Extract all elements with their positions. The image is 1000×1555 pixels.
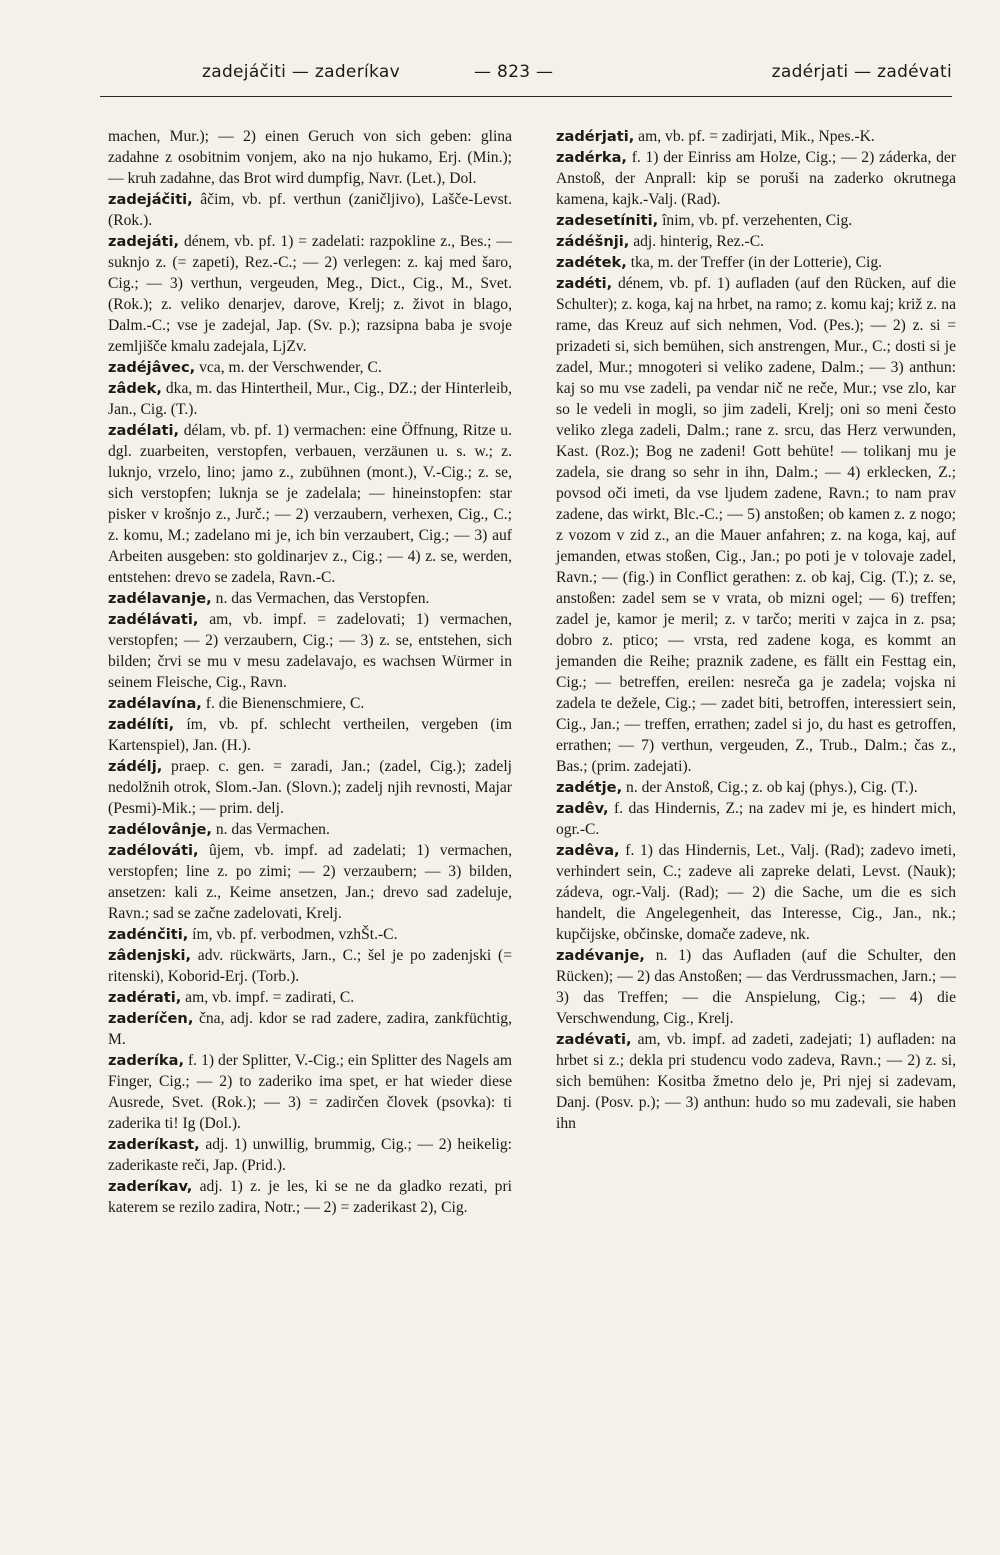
dictionary-entry bbox=[108, 588, 512, 609]
entry-definition: dénem, vb. pf. 1) = zadelati: razpokline z., Bes.; — suknjo z. (= zapeti), Rez.-C.; — 2) verlegen: z. kaj med šaro, Cig.; — 3) verthun, vergeuden, Meg., Dict., Cig., M., Svet. (Rok.); z. veliko denarjev, darove, Krelj; z. život in blago, Dalm.-C.; vse je zadejal, Jap. (Sv. p.); razsipna baba je svoje zemljišče kmalu zadejala, LjZv. bbox=[108, 233, 512, 355]
entry-definition: adj. 1) unwillig, brummig, Cig.; — 2) heikelig: zaderikaste reči, Jap. (Prid.). bbox=[108, 1136, 512, 1174]
entry-definition: am, vb. impf. = zadelovati; 1) vermachen, verstopfen; — 2) verzaubern, Cig.; — 3) z. se, entstehen, sich bilden; črvi se mu v mesu zadelavajo, es wachsen Würmer in seinem Fleische, Cig., Ravn. bbox=[108, 611, 512, 691]
dictionary-entry bbox=[556, 252, 956, 273]
dictionary-entry bbox=[108, 714, 512, 756]
entry-definition: čna, adj. kdor se rad zadere, zadira, zankfüchtig, M. bbox=[108, 1010, 512, 1048]
dictionary-entry bbox=[108, 1134, 512, 1176]
dictionary-entry bbox=[556, 231, 956, 252]
dictionary-entry bbox=[108, 189, 512, 231]
entry-headword: zaderíka, bbox=[108, 1052, 184, 1069]
entry-headword: zadéjâvec, bbox=[108, 359, 196, 376]
dictionary-entry bbox=[108, 924, 512, 945]
entry-definition: am, vb. impf. ad zadeti, zadejati; 1) aufladen: na hrbet si z.; dekla pri studencu vodo zadeva, Ravn.; — 2) z. si, sich bemühen: Kositba žmetno delo je, Pri njej si zadevam, Danj. (Posv. p.); — 3) anthun: hudo so mu zadevali, sie haben ihn bbox=[556, 1031, 956, 1132]
entry-headword: zadéti, bbox=[556, 275, 613, 292]
dictionary-entry bbox=[556, 126, 956, 147]
entry-headword: zaderíkav, bbox=[108, 1178, 193, 1195]
entry-definition: vca, m. der Verschwender, C. bbox=[199, 359, 382, 376]
entry-headword: zadérati, bbox=[108, 989, 182, 1006]
dictionary-entry bbox=[556, 945, 956, 1029]
left-column bbox=[108, 126, 512, 1218]
dictionary-entry bbox=[108, 693, 512, 714]
entry-headword: zadélavanje, bbox=[108, 590, 212, 607]
dictionary-entry bbox=[108, 756, 512, 819]
entry-definition: adj. hinterig, Rez.-C. bbox=[633, 233, 764, 250]
entry-definition: n. 1) das Aufladen (auf die Schulter, den Rücken); — 2) das Anstoßen; — das Verdrussmachen, Jarn.; — 3) das Treffen; — die Anspielung, Cig.; — 4) die Verschwendung, Cig., Krelj. bbox=[556, 947, 956, 1027]
entry-definition: délam, vb. pf. 1) vermachen: eine Öffnung, Ritze u. dgl. zuarbeiten, verstopfen, verbauen, verzäunen u. s. w.; z. luknjo, vrzelo, lino; jamo z., zubühnen (mont.), V.-Cig.; z. se, sich verstopfen; luknja se je zadelala; — hineinstopfen: star pisker v krošnjo z., Jurč.; — 2) verzaubern, verhexen, Cig., C.; z. komu, M.; zadelano mi je, ich bin verzaubert, Cig.; — 3) auf Arbeiten ausgeben: sto goldinarjev z., Cig.; — 4) z. se, werden, entstehen: drevo se zadela, Ravn.-C. bbox=[108, 422, 512, 586]
dictionary-entry bbox=[108, 420, 512, 588]
entry-definition: f. 1) der Einriss am Holze, Cig.; — 2) záderka, der Anstoß, der Anprall: kip se poruši na zaderko okrutnega kamena, kajk.-Valj. (Rad). bbox=[556, 149, 956, 208]
entry-headword: zadélavína, bbox=[108, 695, 202, 712]
dictionary-entry bbox=[108, 945, 512, 987]
page-number: — 823 — bbox=[474, 62, 554, 82]
dictionary-entry bbox=[108, 1008, 512, 1050]
entry-definition: am, vb. impf. = zadirati, C. bbox=[185, 989, 355, 1006]
entry-definition: ûjem, vb. impf. ad zadelati; 1) vermachen, verstopfen; line z. po zimi; — 2) verzaubern; — 3) bilden, ansetzen: kali z., Keime ansetzen, Jan.; drevo sad zadeluje, Ravn.; sad se začne zadelovati, Krelj. bbox=[108, 842, 512, 922]
entry-headword: zadélati, bbox=[108, 422, 180, 439]
dictionary-entry bbox=[556, 147, 956, 210]
entry-headword: zadétek, bbox=[556, 254, 627, 271]
header-left-guidewords: zadejáčiti — zaderíkav bbox=[202, 62, 400, 82]
entry-definition: înim, vb. pf. verzehenten, Cig. bbox=[662, 212, 853, 229]
entry-definition: n. der Anstoß, Cig.; z. ob kaj (phys.), Cig. (T.). bbox=[626, 779, 918, 796]
entry-headword: zadévanje, bbox=[556, 947, 645, 964]
entry-headword: zaderíkast, bbox=[108, 1136, 200, 1153]
dictionary-entry bbox=[556, 210, 956, 231]
entry-headword: zadesetíniti, bbox=[556, 212, 659, 229]
entry-definition: f. 1) das Hindernis, Let., Valj. (Rad); zadevo imeti, verhindert sein, C.; zadeve ali zapreke delati, Levst. (Nauk); zádeva, ogr.-Valj. (Rad); — 2) die Sache, um die es sich handelt, die Angelegenheit, das Interesse, Cig., Jan., nk.; kupčijske, občinske, domače zadeve, nk. bbox=[556, 842, 956, 943]
entry-headword: zadélíti, bbox=[108, 716, 175, 733]
entry-headword: zâdek, bbox=[108, 380, 162, 397]
dictionary-entry bbox=[108, 126, 512, 189]
entry-headword: zadejáčiti, bbox=[108, 191, 193, 208]
header-right-guidewords: zadérjati — zadévati bbox=[771, 62, 952, 82]
entry-definition: f. die Bienenschmiere, C. bbox=[205, 695, 365, 712]
dictionary-entry bbox=[108, 231, 512, 357]
dictionary-entry bbox=[108, 378, 512, 420]
dictionary-entry bbox=[108, 1176, 512, 1218]
entry-definition: machen, Mur.); — 2) einen Geruch von sich geben: glina zadahne z osobitnim vonjem, ako na njo hukamo, Erj. (Min.); — kruh zadahne, das Brot wird dumpfig, Navr. (Let.), Dol. bbox=[108, 128, 512, 187]
entry-headword: zadérka, bbox=[556, 149, 627, 166]
entry-definition: praep. c. gen. = zaradi, Jan.; (zadel, Cig.); zadelj nedolžnih otrok, Slom.-Jan. (Slovn.); zadelj njih revnosti, Majar (Pesmi)-Mik.; — prim. delj. bbox=[108, 758, 512, 817]
running-header bbox=[100, 62, 952, 90]
entry-definition: adj. 1) z. je les, ki se ne da gladko rezati, pri katerem se rezilo zadira, Notr.; — 2) = zaderikast 2), Cig. bbox=[108, 1178, 512, 1216]
entry-definition: ím, vb. pf. verbodmen, vzhŠt.-C. bbox=[192, 926, 398, 943]
entry-definition: adv. rückwärts, Jarn., C.; šel je po zadenjski (= ritenski), Koborid-Erj. (Torb.). bbox=[108, 947, 512, 985]
entry-definition: f. das Hindernis, Z.; na zadev mi je, es hindert mich, ogr.-C. bbox=[556, 800, 956, 838]
entry-headword: zádéšnji, bbox=[556, 233, 630, 250]
dictionary-entry bbox=[556, 777, 956, 798]
right-column bbox=[556, 126, 956, 1134]
entry-headword: zadêva, bbox=[556, 842, 620, 859]
dictionary-entry bbox=[556, 1029, 956, 1134]
entry-definition: âčim, vb. pf. verthun (zaničljivo), Lašče-Levst. (Rok.). bbox=[108, 191, 512, 229]
entry-definition: f. 1) der Splitter, V.-Cig.; ein Splitter des Nagels am Finger, Cig.; — 2) to zaderiko ima spet, er hat wieder diese Ausrede, Svet. (Rok.); — 3) = zadirčen človek (psovka): ti zaderika ti! Ig (Dol.). bbox=[108, 1052, 512, 1132]
entry-headword: zadejáti, bbox=[108, 233, 180, 250]
header-rule bbox=[100, 96, 952, 97]
entry-definition: n. das Vermachen, das Verstopfen. bbox=[215, 590, 430, 607]
dictionary-entry bbox=[108, 840, 512, 924]
dictionary-entry bbox=[556, 798, 956, 840]
entry-definition: tka, m. der Treffer (in der Lotterie), Cig. bbox=[630, 254, 883, 271]
dictionary-entry bbox=[108, 819, 512, 840]
entry-headword: zadêv, bbox=[556, 800, 609, 817]
dictionary-entry bbox=[108, 987, 512, 1008]
entry-definition: ím, vb. pf. schlecht vertheilen, vergeben (im Kartenspiel), Jan. (H.). bbox=[108, 716, 512, 754]
entry-definition: dka, m. das Hintertheil, Mur., Cig., DZ.; der Hinterleib, Jan., Cig. (T.). bbox=[108, 380, 512, 418]
entry-headword: zádélj, bbox=[108, 758, 163, 775]
entry-headword: zadélávati, bbox=[108, 611, 199, 628]
entry-headword: zâdenjski, bbox=[108, 947, 192, 964]
entry-headword: zadérjati, bbox=[556, 128, 635, 145]
dictionary-entry bbox=[556, 840, 956, 945]
dictionary-entry bbox=[556, 273, 956, 777]
entry-headword: zadévati, bbox=[556, 1031, 632, 1048]
entry-headword: zadénčiti, bbox=[108, 926, 189, 943]
entry-definition: dénem, vb. pf. 1) aufladen (auf den Rücken, auf die Schulter); z. koga, kaj na hrbet, na ramo; z. komu kaj; križ z. na rame, das Kreuz auf sich nehmen, Vod. (Pes.); — 2) z. si = prizadeti si, sich bemühen, sich anstrengen, Mur., C.; dosti si je zadel, Mur.; mnogoteri si veliko zadene, Dalm.; — 3) anthun: kaj so mu vse zadeli, pa vendar nič ne reče, Mur.; vse zlo, kar so le vedeli in mogli, so jim zadeli, Krelj; oni so meni često veliko zlega zadeli, Dalm.; rane z. srcu, das Herz verwunden, Kast. (Roz.); Bog ne zadeni! Gott behüte! — tolikanj mu je zadela, sie drang so sehr in ihn, Dalm.; — 4) erklecken, Z.; povsod oči imeti, da vse ljudem zadene, Ravn.; to nam prav zadene, das wirkt, Blc.-C.; — 5) anstoßen; ob kamen z. z nogo; z vozom v zid z., an die Mauer anfahren; z. na koga, kaj, auf jemanden, etwas stoßen, Cig., Jan.; po poti je v tolovaje zadel, Ravn.; — (fig.) in Conflict gerathen: z. ob kaj, Cig. (T.); z. se, anstoßen: zadel sem se v vrata, ob mizni ogel; — 6) treffen; zadel je, kamor je meril; z. v tarčo; meriti v zajca in z. psa; dobro z. ptico; — vrsta, red zadene koga, es kommt an jemanden die Reihe; praznik zadene, es fällt ein Festtag ein, Cig.; — betreffen, ereilen: nesreča ga je zadela; vojska ni zadela te dežele, Cig.; — zadet biti, betroffen, interessiert sein, Cig., Jan.; — treffen, errathen; zadel si jo, du hast es getroffen, errathen; — 7) verthun, vergeuden, Z., Trub., Dalm.; čas z., Bas.; (prim. zadejati). bbox=[556, 275, 956, 775]
entry-definition: am, vb. pf. = zadirjati, Mik., Npes.-K. bbox=[638, 128, 875, 145]
entry-headword: zadétje, bbox=[556, 779, 623, 796]
entry-headword: zaderíčen, bbox=[108, 1010, 194, 1027]
entry-headword: zadélovânje, bbox=[108, 821, 212, 838]
dictionary-entry bbox=[108, 1050, 512, 1134]
entry-headword: zadélováti, bbox=[108, 842, 199, 859]
dictionary-entry bbox=[108, 609, 512, 693]
entry-definition: n. das Vermachen. bbox=[215, 821, 330, 838]
dictionary-entry bbox=[108, 357, 512, 378]
